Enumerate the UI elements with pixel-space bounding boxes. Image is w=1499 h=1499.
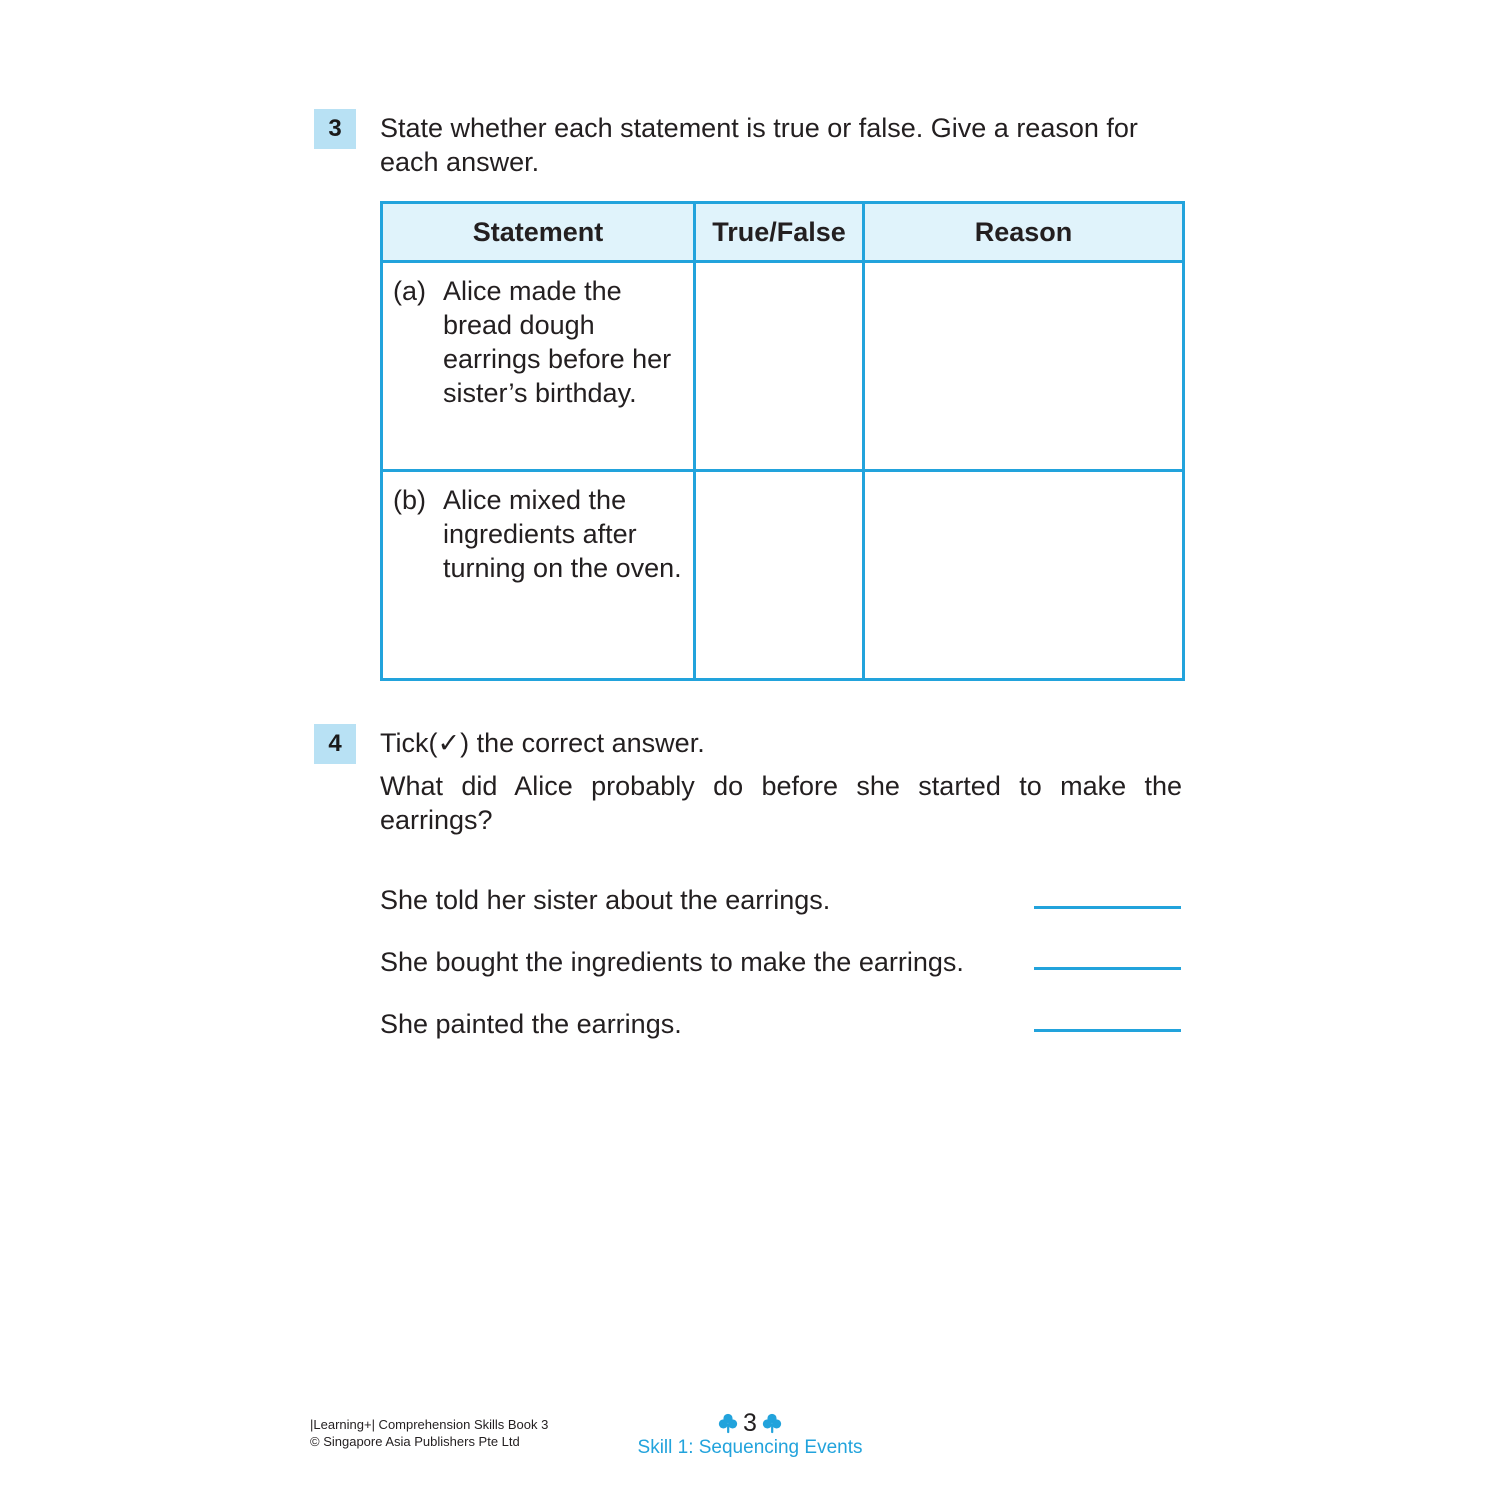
statement-label: (b) <box>393 485 426 515</box>
true-false-table <box>380 201 1185 681</box>
copyright: © Singapore Asia Publishers Pte Ltd <box>310 1434 520 1449</box>
option-3-text: She painted the earrings. <box>380 1009 682 1039</box>
question-4-number: 4 <box>314 724 356 764</box>
clover-icon <box>717 1412 739 1434</box>
book-title: |Learning+| Comprehension Skills Book 3 <box>310 1417 549 1432</box>
footer-page-info <box>600 1409 900 1459</box>
footer-credits <box>310 1416 548 1450</box>
table-row <box>382 471 1184 680</box>
option-1-answer-line[interactable] <box>1034 906 1181 909</box>
true-false-answer-cell[interactable] <box>695 262 864 471</box>
question-3-prompt: State whether each statement is true or false. Give a reason for each answer. <box>380 113 1138 177</box>
header-reason: Reason <box>864 203 1184 262</box>
statement-text: Alice mixed the ingredients after turning on the oven. <box>443 485 682 583</box>
statement-cell <box>382 262 695 471</box>
statement-label: (a) <box>393 276 426 306</box>
option-2-answer-line[interactable] <box>1034 967 1181 970</box>
statement-cell <box>382 471 695 680</box>
table-row <box>382 262 1184 471</box>
question-4-instruction: Tick(✓) the correct answer. <box>380 728 705 758</box>
clover-icon <box>761 1412 783 1434</box>
skill-title: Skill 1: Sequencing Events <box>637 1437 863 1458</box>
question-4-question: What did Alice probably do before she started to make the earrings? <box>380 771 1182 835</box>
header-statement: Statement <box>382 203 695 262</box>
header-true-false: True/False <box>695 203 864 262</box>
option-1-text: She told her sister about the earrings. <box>380 885 831 915</box>
statement-text: Alice made the bread dough earrings before her sister’s birthday. <box>443 276 672 408</box>
option-3-answer-line[interactable] <box>1034 1029 1181 1032</box>
question-3-number: 3 <box>314 109 356 149</box>
option-2-text: She bought the ingredients to make the earrings. <box>380 947 964 977</box>
reason-answer-cell[interactable] <box>864 262 1184 471</box>
page-number: 3 <box>743 1409 757 1437</box>
true-false-answer-cell[interactable] <box>695 471 864 680</box>
reason-answer-cell[interactable] <box>864 471 1184 680</box>
